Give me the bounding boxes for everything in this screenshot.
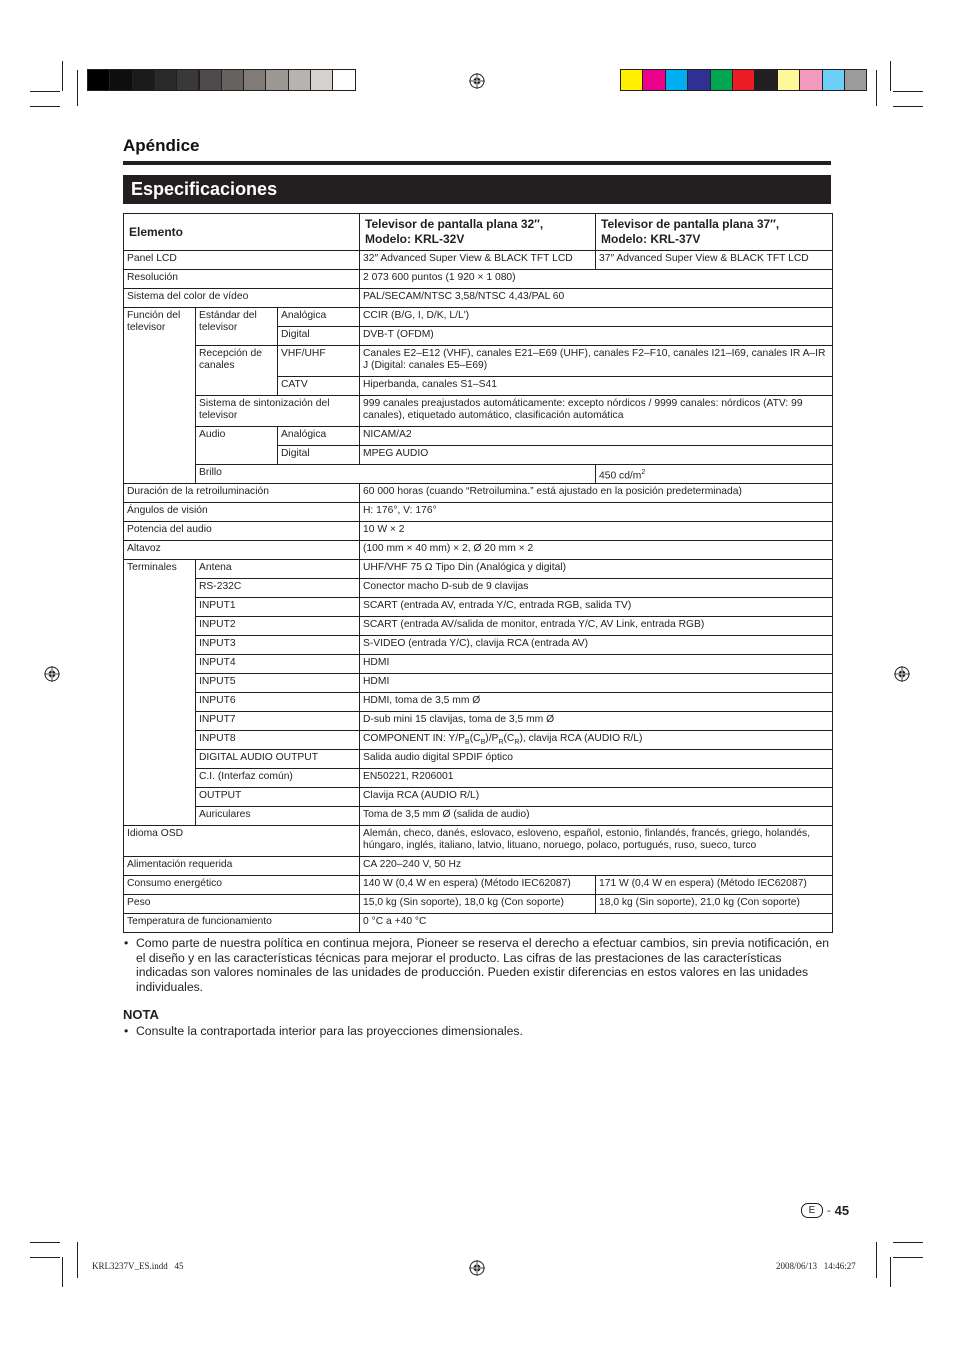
color-swatch [799,69,822,91]
color-swatch [332,69,355,91]
cell-value: 0 °C a +40 °C [360,914,833,933]
text-part: (C [503,733,515,744]
color-swatch [176,69,199,91]
row-label: Panel LCD [124,251,360,270]
cell-value: HDMI [360,655,833,674]
table-row [124,579,833,598]
subscript: B [465,739,470,747]
row-label: Terminales [124,560,196,826]
row-label: Idioma OSD [124,826,360,857]
cell-value: 999 canales preajustados automáticamente: excepto nórdicos / 9999 canales: nórdicos (ATV: 99 canales), etiquetado automático, clasificación automática [360,396,833,427]
color-swatch [87,69,110,91]
cell-value: 15,0 kg (Sin soporte), 18,0 kg (Con soporte) [360,895,596,914]
row-label: Altavoz [124,541,360,560]
color-swatch [665,69,688,91]
subscript: R [514,739,520,747]
sub-label: INPUT6 [196,693,360,712]
table-row [124,617,833,636]
cell-value: 171 W (0,4 W en espera) (Método IEC62087) [596,876,833,895]
table-row [124,503,833,522]
row-label: Sistema del color de vídeo [124,289,360,308]
table-row [124,560,833,579]
cell-value: D-sub mini 15 clavijas, toma de 3,5 mm Ø [360,712,833,731]
color-swatch [243,69,266,91]
table-row [124,826,833,857]
page-separator: - [827,1204,831,1217]
sub-label: Analógica [278,427,360,446]
color-swatch [109,69,132,91]
cell-value: 32″ Advanced Super View & BLACK TFT LCD [360,251,596,270]
row-label: Resolución [124,270,360,289]
table-row [124,731,833,750]
table-row [124,396,833,427]
specifications-table [123,213,833,933]
sub-label: Digital [278,327,360,346]
sub-label: Sistema de sintonización del televisor [196,396,360,427]
heading-rule [123,161,831,165]
table-row [124,346,833,377]
subscript: R [498,739,504,747]
table-row [124,769,833,788]
registration-mark-icon [469,1260,485,1276]
sub-label: CATV [278,377,360,396]
notes-section [123,936,831,1038]
table-row [124,693,833,712]
text-part: (C [469,733,481,744]
registration-mark-icon [894,666,910,682]
page-title: Especificaciones [131,179,278,199]
sub-label: INPUT8 [196,731,360,750]
cell-value: 140 W (0,4 W en espera) (Método IEC62087) [360,876,596,895]
color-swatch [132,69,155,91]
sub-label: INPUT5 [196,674,360,693]
unit-superscript: 2 [641,469,646,476]
sub-label: Auriculares [196,807,360,826]
table-row [124,876,833,895]
sub-label: Audio [196,427,278,465]
table-row [124,750,833,769]
cell-value: MPEG AUDIO [360,446,833,465]
sub-label: OUTPUT [196,788,360,807]
table-row [124,484,833,503]
sub-label: INPUT4 [196,655,360,674]
page-number-value: 45 [834,1203,850,1218]
cell-value: 60 000 horas (cuando “Retroilumina.” está ajustado en la posición predeterminada) [360,484,833,503]
cell-value: UHF/VHF 75 Ω Tipo Din (Analógica y digital) [360,560,833,579]
color-swatch [844,69,867,91]
cell-value [360,731,833,750]
page-number [801,1203,849,1218]
note-text: Como parte de nuestra política en continua mejora, Pioneer se reserva el derecho a efectuar cambios, sin previa notificación, en el diseño y en las características técnicas para mejorar el producto. Las cifras de las prestaciones de las características indicadas son valores nominales de las unidades de producción. Pueden existir diferencias en estos valores en las unidades individuales. [136,936,830,994]
sub-label: INPUT1 [196,598,360,617]
color-swatch [199,69,222,91]
cell-value: HDMI, toma de 3,5 mm Ø [360,693,833,712]
color-swatch [732,69,755,91]
row-label: Peso [124,895,360,914]
table-row [124,655,833,674]
cell-value: CCIR (B/G, I, D/K, L/L') [360,308,833,327]
registration-mark-icon [44,666,60,682]
table-row [124,674,833,693]
color-swatch [687,69,710,91]
color-swatch [754,69,777,91]
row-label: Brillo [196,465,596,484]
table-row [124,308,833,327]
title-banner [123,175,831,204]
table-row [124,857,833,876]
cell-value: PAL/SECAM/NTSC 3,58/NTSC 4,43/PAL 60 [360,289,833,308]
row-label: Duración de la retroiluminación [124,484,360,503]
table-row [124,788,833,807]
color-swatch [154,69,177,91]
table-row [124,598,833,617]
table-row [124,914,833,933]
row-label: Temperatura de funcionamiento [124,914,360,933]
registration-mark-icon [469,73,485,89]
text-part: ), clavija RCA (AUDIO R/L) [519,733,643,744]
sub-label: RS-232C [196,579,360,598]
sub-label: Recepción de canales [196,346,278,396]
cell-value: DVB-T (OFDM) [360,327,833,346]
color-swatch [221,69,244,91]
bullet-icon: • [124,936,129,950]
color-swatch [642,69,665,91]
language-badge: E [801,1203,823,1218]
row-label: Ángulos de visión [124,503,360,522]
cell-value: Conector macho D-sub de 9 clavijas [360,579,833,598]
cell-value: Canales E2–E12 (VHF), canales E21–E69 (UHF), canales F2–F10, canales I21–I69, canales IR A–IR J (Digital: canales E5–E69) [360,346,833,377]
text-part: COMPONENT IN: Y/P [363,733,466,744]
color-swatch [710,69,733,91]
sub-label: INPUT3 [196,636,360,655]
section-heading: Apéndice [123,136,200,155]
nota-paragraph [123,1024,831,1039]
cell-value: Clavija RCA (AUDIO R/L) [360,788,833,807]
note-paragraph [123,936,831,994]
row-label: Consumo energético [124,876,360,895]
table-row [124,251,833,270]
header-item: Elemento [124,214,360,251]
text-part: )/P [485,733,499,744]
color-swatch [822,69,845,91]
sub-label: C.I. (Interfaz común) [196,769,360,788]
table-row [124,270,833,289]
cell-value: S-VIDEO (entrada Y/C), clavija RCA (entrada AV) [360,636,833,655]
cell-value: 18,0 kg (Sin soporte), 21,0 kg (Con soporte) [596,895,833,914]
sub-label: DIGITAL AUDIO OUTPUT [196,750,360,769]
sub-label: Analógica [278,308,360,327]
table-row [124,522,833,541]
table-row [124,895,833,914]
sub-label: INPUT2 [196,617,360,636]
color-swatch [288,69,311,91]
cell-value: 10 W × 2 [360,522,833,541]
print-file-name: KRL3237V_ES.indd 45 [92,1261,184,1271]
cell-value [596,465,833,484]
table-row [124,541,833,560]
sub-label: VHF/UHF [278,346,360,377]
cell-value: 37″ Advanced Super View & BLACK TFT LCD [596,251,833,270]
row-label: Potencia del audio [124,522,360,541]
color-swatch [310,69,333,91]
color-swatch [265,69,288,91]
table-header-row [124,214,833,251]
header-model-32: Televisor de pantalla plana 32″, Modelo: KRL-32V [360,214,596,251]
row-label: Función del televisor [124,308,196,484]
row-label: Alimentación requerida [124,857,360,876]
bullet-icon: • [124,1023,129,1038]
table-row [124,465,833,484]
table-row [124,807,833,826]
cell-value: (100 mm × 40 mm) × 2, Ø 20 mm × 2 [360,541,833,560]
cell-value: SCART (entrada AV/salida de monitor, entrada Y/C, AV Link, entrada RGB) [360,617,833,636]
nota-text: Consulte la contraportada interior para las proyecciones dimensionales. [136,1023,523,1038]
sub-label: INPUT7 [196,712,360,731]
sub-label: Antena [196,560,360,579]
cell-value: Salida audio digital SPDIF óptico [360,750,833,769]
table-row [124,636,833,655]
cell-value: CA 220–240 V, 50 Hz [360,857,833,876]
cell-value: 2 073 600 puntos (1 920 × 1 080) [360,270,833,289]
print-timestamp: 2008/06/13 14:46:27 [776,1261,856,1271]
color-swatch [620,69,643,91]
cell-value: Toma de 3,5 mm Ø (salida de audio) [360,807,833,826]
table-row [124,427,833,446]
color-swatch [777,69,800,91]
header-model-37: Televisor de pantalla plana 37″, Modelo: KRL-37V [596,214,833,251]
sub-label: Digital [278,446,360,465]
sub-label: Estándar del televisor [196,308,278,346]
cell-value: Alemán, checo, danés, eslovaco, esloveno, español, estonio, finlandés, francés, griego, holandés, húngaro, inglés, italiano, latvio, lituano, noruego, polaco, portugués, ruso, sueco, turco [360,826,833,857]
brightness-value: 450 cd/m [599,470,642,482]
cell-value: H: 176°, V: 176° [360,503,833,522]
subscript: B [480,739,486,747]
table-row [124,712,833,731]
cell-value: NICAM/A2 [360,427,833,446]
cell-value: SCART (entrada AV, entrada Y/C, entrada RGB, salida TV) [360,598,833,617]
cell-value: Hiperbanda, canales S1–S41 [360,377,833,396]
nota-heading: NOTA [123,1007,159,1022]
cell-value: EN50221, R206001 [360,769,833,788]
cell-value: HDMI [360,674,833,693]
table-row [124,289,833,308]
